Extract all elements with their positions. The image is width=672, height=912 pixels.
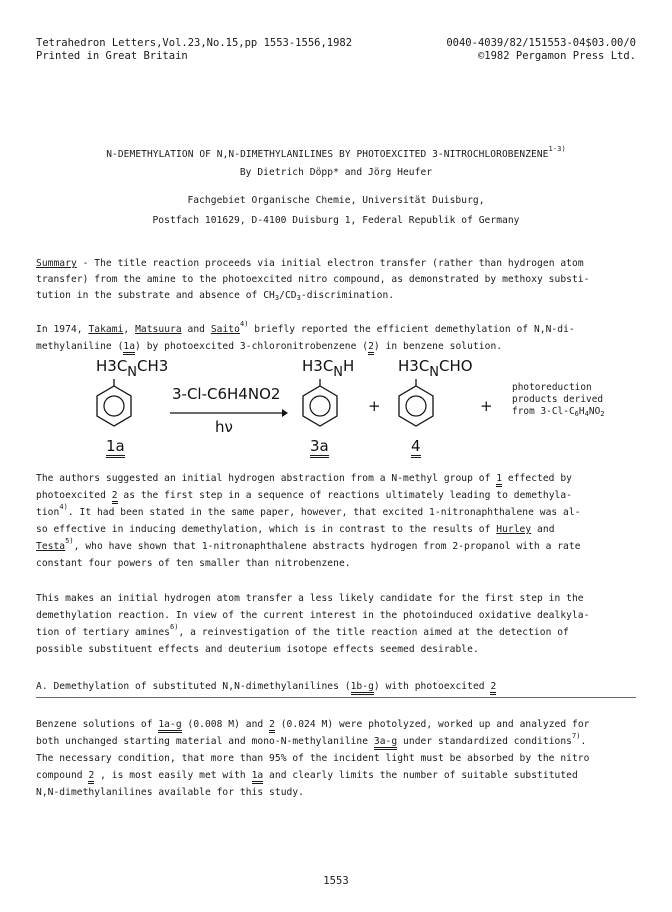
- copyright: ©1982 Pergamon Press Ltd.: [477, 50, 636, 62]
- para2-line-1: The authors suggested an initial hydrogen abstraction from a N-methyl group of 1 effected by: [36, 470, 636, 487]
- para4-line-1: Benzene solutions of 1a-g (0.008 M) and 2 (0.024 M) were photolyzed, worked up and analyzed for: [36, 716, 636, 733]
- article-title-text: N-DEMETHYLATION OF N,N-DIMETHYLANILINES BY PHOTOEXCITED 3-NITROCHLOROBENZENE: [106, 149, 549, 160]
- reaction-scheme: [80, 355, 640, 460]
- para4-line-2: both unchanged starting material and mono-N-methylaniline 3a-g under standardized conditions$^{7)}$.: [36, 733, 636, 750]
- author-testa: Testa: [36, 541, 66, 552]
- compound-4-substituents: H3CNCHO: [398, 357, 473, 380]
- author-matsuura: Matsuura: [135, 324, 182, 335]
- label-3a: 3a: [310, 437, 329, 455]
- authors: By Dietrich Döpp* and Jörg Heufer: [239, 167, 433, 178]
- plus-sign: +: [368, 397, 381, 415]
- para3-line-1: This makes an initial hydrogen atom transfer a less likely candidate for the first step in the: [36, 593, 584, 604]
- para1-line-2: methylaniline (1a) by photoexcited 3-chloronitrobenzene (2) in benzene solution.: [36, 338, 636, 355]
- benzene-ring-3a: [300, 379, 340, 429]
- summary-line-2: transfer) from the amine to the photoexcited nitro compound, as demonstrated by methoxy substi-: [36, 274, 590, 285]
- label-4: 4: [411, 437, 421, 455]
- summary-line-1: Summary - The title reaction proceeds via initial electron transfer (rather than hydrogen atom: [36, 258, 584, 269]
- journal-citation: Tetrahedron Letters,Vol.23,No.15,pp 1553-1556,1982: [36, 37, 353, 49]
- label-1a: 1a: [106, 437, 125, 455]
- article-title: [0, 145, 672, 160]
- para2-line-4: so effective in inducing demethylation, which is in contrast to the results of Hurley and: [36, 524, 555, 535]
- summary-line-3: tution in the substrate and absence of $CH_3/CD_3$-discrimination.: [36, 290, 395, 302]
- section-underline: [36, 697, 636, 698]
- para4-line-3: The necessary condition, that more than 95% of the incident light must be absorbed by the nitro: [36, 753, 590, 764]
- para3-line-4: possible substituent effects and deuterium isotope effects seemed desirable.: [36, 644, 479, 655]
- compound-ref: 2: [368, 341, 374, 355]
- reaction-arrow: [168, 408, 288, 418]
- affiliation-line-1: Fachgebiet Organische Chemie, Universität Duisburg,: [187, 195, 485, 206]
- condition-hv: hν: [215, 418, 233, 436]
- compound-1a-substituents: H3CNCH3: [96, 357, 169, 380]
- section-a-heading: A. Demethylation of substituted N,N-dimethylanilines (1b-g) with photoexcited 2: [36, 678, 636, 695]
- compound-ref: 1a: [123, 341, 135, 355]
- para4-line-5: N,N-dimethylanilines available for this study.: [36, 787, 304, 798]
- para2-line-6: constant four powers of ten smaller than nitrobenzene.: [36, 558, 351, 569]
- affiliation-line-2: Postfach 101629, D-4100 Duisburg 1, Federal Republik of Germany: [152, 215, 520, 226]
- author-hurley: Hurley: [496, 524, 532, 535]
- title-footnote-ref: 1-3): [548, 145, 566, 153]
- para2-line-2: photoexcited 2 as the first step in a sequence of reactions ultimately leading to demethyla-: [36, 487, 636, 504]
- para3-line-2: demethylation reaction. In view of the current interest in the photoinduced oxidative dealkyla-: [36, 610, 590, 621]
- author-takami: Takami: [88, 324, 124, 335]
- compound-3a-substituents: H3CNH: [302, 357, 355, 380]
- benzene-ring-1a: [94, 379, 134, 429]
- benzene-ring-4: [396, 379, 436, 429]
- page-number: 1553: [323, 875, 349, 887]
- side-products: photoreduction products derived from $3-Cl-C_6H_4NO_2$: [512, 382, 605, 418]
- para4-line-4: compound 2 , is most easily met with 1a and clearly limits the number of suitable substituted: [36, 767, 636, 784]
- para2-line-5: Testa$^{5)}$, who have shown that 1-nitronaphthalene abstracts hydrogen from 2-propanol with a rate: [36, 537, 581, 552]
- reagent-label: 3-Cl-C6H4NO2: [172, 385, 281, 403]
- author-saito: Saito: [210, 324, 240, 335]
- summary-label: Summary: [36, 258, 77, 269]
- issn-code: 0040-4039/82/151553-04$03.00/0: [446, 37, 636, 49]
- plus-sign: +: [480, 397, 493, 415]
- para1-line-1: In 1974, Takami, Matsuura and Saito$^{4)}$ briefly reported the efficient demethylation of N,N-di-: [36, 320, 575, 335]
- para3-line-3: tion of tertiary amines$^{6)}$, a reinvestigation of the title reaction aimed at the detection of: [36, 623, 569, 638]
- para2-line-3: tion$^{4)}$. It had been stated in the same paper, however, that excited 1-nitronaphthalene was al-: [36, 503, 581, 518]
- printed-in: Printed in Great Britain: [36, 50, 188, 62]
